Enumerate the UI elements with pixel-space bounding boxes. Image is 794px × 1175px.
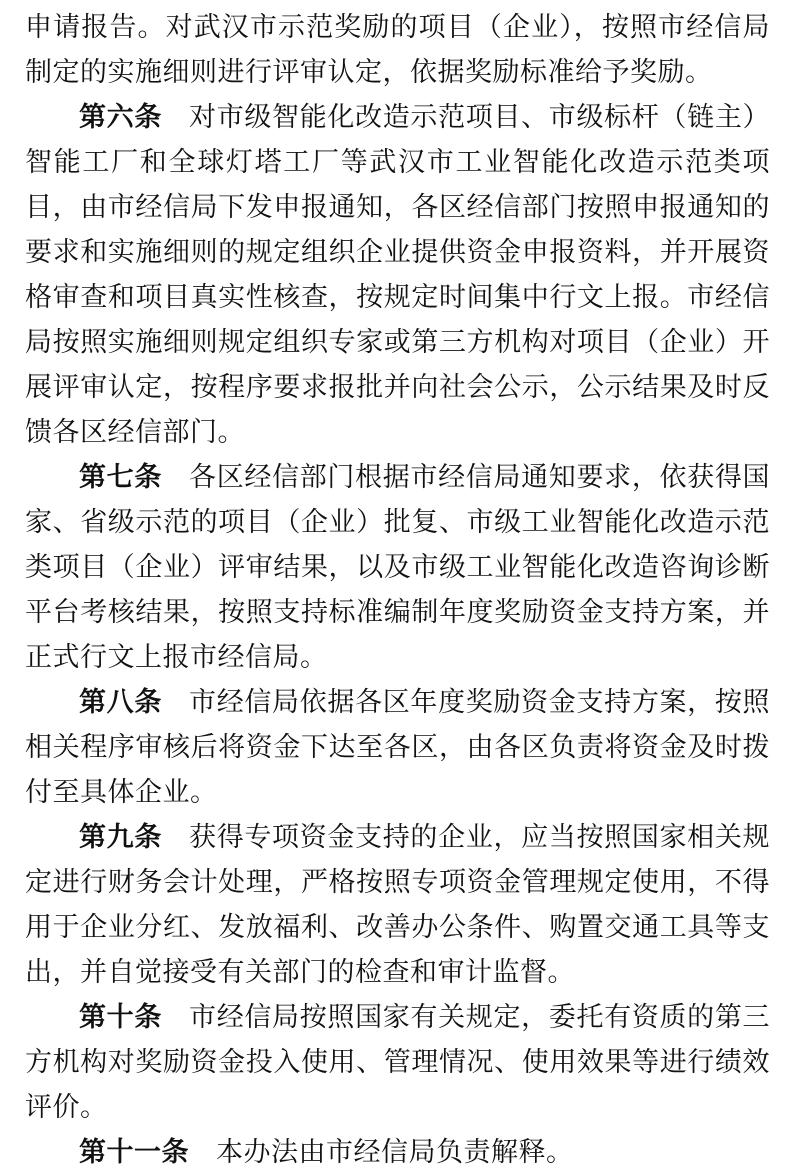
paragraph-text: 申请报告。对武汉市示范奖励的项目（企业），按照市经信局制定的实施细则进行评审认定，依据奖励标准给予奖励。: [25, 12, 770, 87]
article-label: 第十条: [79, 1002, 163, 1032]
paragraph-text: 市经信局依据各区年度奖励资金支持方案，按照相关程序审核后将资金下达至各区，由各区负责将资金及时拨付至具体企业。: [25, 687, 771, 807]
paragraph-article-7: [25, 455, 770, 680]
paragraph-continuation: [25, 5, 770, 95]
paragraph-text: 各区经信部门根据市经信局通知要求，依获得国家、省级示范的项目（企业）批复、市级工业智能化改造示范类项目（企业）评审结果，以及市级工业智能化改造咨询诊断平台考核结果，按照支持标准编制年度奖励资金支持方案，并正式行文上报市经信局。: [25, 462, 771, 672]
paragraph-article-6: [25, 95, 770, 455]
article-label: 第七条: [79, 462, 163, 492]
paragraph-text: 对市级智能化改造示范项目、市级标杆（链主）智能工厂和全球灯塔工厂等武汉市工业智能化改造示范类项目，由市经信局下发申报通知，各区经信部门按照申报通知的要求和实施细则的规定组织企业提供资金申报资料，并开展资格审查和项目真实性核查，按规定时间集中行文上报。市经信局按照实施细则规定组织专家或第三方机构对项目（企业）开展评审认定，按程序要求报批并向社会公示，公示结果及时反馈各区经信部门。: [25, 102, 771, 447]
article-label: 第九条: [79, 822, 163, 852]
article-label: 第十一条: [79, 1137, 189, 1167]
article-label: 第六条: [79, 102, 163, 132]
paragraph-text: 本办法由市经信局负责解释。: [216, 1137, 574, 1167]
paragraph-text: 市经信局按照国家有关规定，委托有资质的第三方机构对奖励资金投入使用、管理情况、使用效果等进行绩效评价。: [25, 1002, 771, 1122]
paragraph-article-8: [25, 680, 770, 815]
paragraph-article-9: [25, 815, 770, 995]
article-label: 第八条: [79, 687, 163, 717]
paragraph-article-11: [25, 1130, 770, 1175]
paragraph-text: 获得专项资金支持的企业，应当按照国家相关规定进行财务会计处理，严格按照专项资金管理规定使用，不得用于企业分红、发放福利、改善办公条件、购置交通工具等支出，并自觉接受有关部门的检查和审计监督。: [25, 822, 771, 987]
paragraph-article-10: [25, 995, 770, 1130]
